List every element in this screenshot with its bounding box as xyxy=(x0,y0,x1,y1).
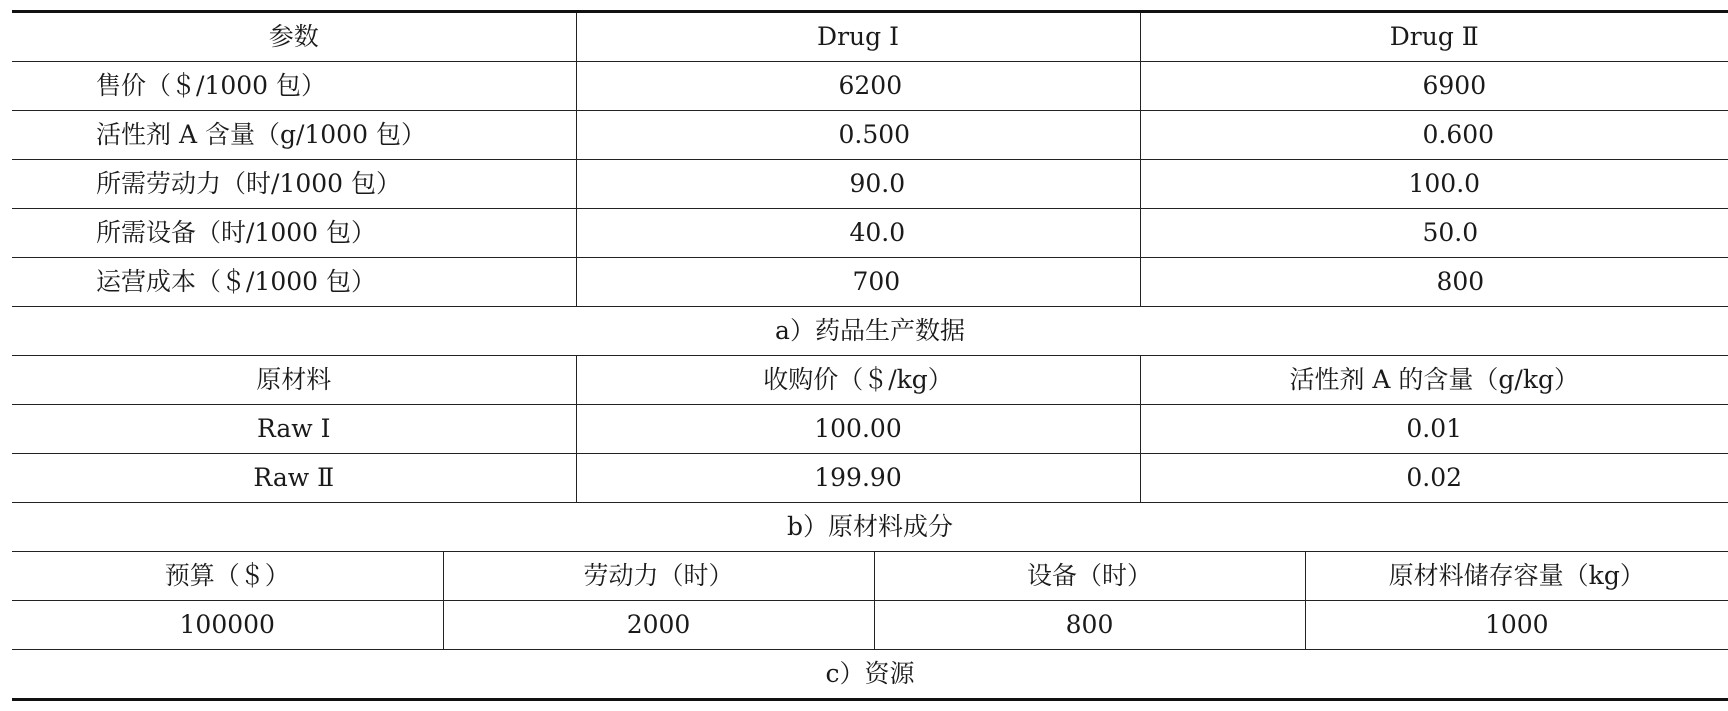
drug2-value: 0.600 xyxy=(1140,111,1728,160)
active-content: 0.02 xyxy=(1140,454,1728,503)
header-labor: 劳动力（时） xyxy=(443,552,874,601)
purchase-price: 100.00 xyxy=(576,405,1140,454)
table-row xyxy=(12,160,1728,209)
table-row xyxy=(12,454,1728,503)
caption-row xyxy=(12,307,1728,356)
table-row xyxy=(12,62,1728,111)
drug-production-table xyxy=(12,10,1728,355)
resources-table xyxy=(12,551,1728,701)
drug1-value: 700 xyxy=(576,258,1140,307)
drug1-value: 40.0 xyxy=(576,209,1140,258)
equipment-value: 800 xyxy=(874,601,1305,650)
drug2-value: 100.0 xyxy=(1140,160,1728,209)
drug1-value: 0.500 xyxy=(576,111,1140,160)
table-header-row xyxy=(12,356,1728,405)
material-name: Raw Ⅰ xyxy=(12,405,576,454)
header-storage: 原材料储存容量（kg） xyxy=(1305,552,1728,601)
header-drug2: Drug Ⅱ xyxy=(1140,12,1728,62)
header-equipment: 设备（时） xyxy=(874,552,1305,601)
header-material: 原材料 xyxy=(12,356,576,405)
header-content: 活性剂 A 的含量（g/kg） xyxy=(1140,356,1728,405)
table-row xyxy=(12,111,1728,160)
drug1-value: 90.0 xyxy=(576,160,1140,209)
budget-value: 100000 xyxy=(12,601,443,650)
header-drug1: Drug Ⅰ xyxy=(576,12,1140,62)
active-content: 0.01 xyxy=(1140,405,1728,454)
param-label: 售价（＄/1000 包） xyxy=(12,62,576,111)
storage-value: 1000 xyxy=(1305,601,1728,650)
table-header-row xyxy=(12,12,1728,62)
material-name: Raw Ⅱ xyxy=(12,454,576,503)
header-budget: 预算（＄） xyxy=(12,552,443,601)
drug2-value: 50.0 xyxy=(1140,209,1728,258)
labor-value: 2000 xyxy=(443,601,874,650)
drug2-value: 6900 xyxy=(1140,62,1728,111)
table-c-caption: c）资源 xyxy=(12,650,1728,700)
table-row xyxy=(12,258,1728,307)
caption-row xyxy=(12,650,1728,700)
table-header-row xyxy=(12,552,1728,601)
param-label: 运营成本（＄/1000 包） xyxy=(12,258,576,307)
data-tables xyxy=(12,10,1728,701)
drug2-value: 800 xyxy=(1140,258,1728,307)
param-label: 活性剂 A 含量（g/1000 包） xyxy=(12,111,576,160)
purchase-price: 199.90 xyxy=(576,454,1140,503)
param-label: 所需设备（时/1000 包） xyxy=(12,209,576,258)
table-a-caption: a）药品生产数据 xyxy=(12,307,1728,356)
param-label: 所需劳动力（时/1000 包） xyxy=(12,160,576,209)
caption-row xyxy=(12,503,1728,552)
table-b-caption: b）原材料成分 xyxy=(12,503,1728,552)
table-row xyxy=(12,601,1728,650)
header-price: 收购价（＄/kg） xyxy=(576,356,1140,405)
header-param: 参数 xyxy=(12,12,576,62)
table-row xyxy=(12,209,1728,258)
raw-material-table xyxy=(12,355,1728,551)
table-row xyxy=(12,405,1728,454)
drug1-value: 6200 xyxy=(576,62,1140,111)
